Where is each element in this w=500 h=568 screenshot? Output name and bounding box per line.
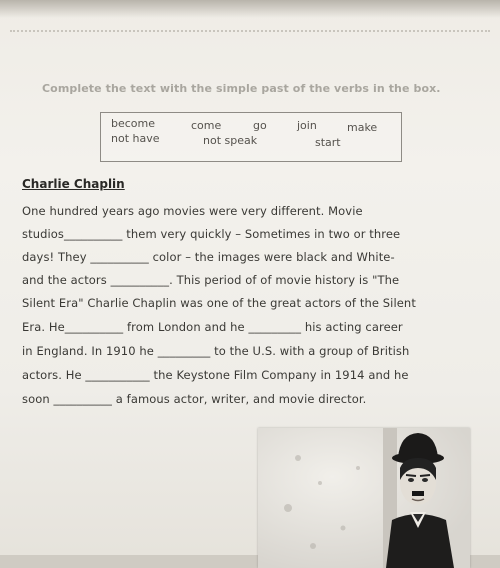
charlie-chaplin-photo (258, 428, 470, 568)
word-go: go (253, 119, 267, 132)
word-not-speak: not speak (203, 134, 258, 147)
article-line-2: studios__________ them very quickly – Sometimes in two or three (22, 227, 401, 241)
article-line-1: One hundred years ago movies were very different. Movie (22, 204, 363, 218)
word-not-have: not have (111, 132, 160, 145)
word-make: make (347, 121, 378, 134)
article-line-6: Era. He__________ from London and he _________ his acting career (22, 320, 403, 334)
word-come: come (191, 119, 222, 132)
dotted-divider (10, 30, 490, 36)
article-title: Charlie Chaplin (22, 177, 125, 191)
article-line-7: in England. In 1910 he _________ to the U.S. with a group of British (22, 344, 410, 358)
article-line-4: and the actors __________. This period of of movie history is "The (22, 273, 400, 287)
word-join: join (297, 119, 317, 132)
article-line-5: Silent Era" Charlie Chaplin was one of the great actors of the Silent (22, 296, 416, 310)
article-line-8: actors. He ___________ the Keystone Film Company in 1914 and he (22, 368, 409, 382)
exercise-instruction: Complete the text with the simple past of the verbs in the box. (42, 82, 441, 95)
article-line-9: soon __________ a famous actor, writer, and movie director. (22, 392, 367, 406)
article-line-3: days! They __________ color – the images were black and White- (22, 250, 395, 264)
page-top-shadow (0, 0, 500, 18)
word-start: start (315, 136, 341, 149)
word-become: become (111, 117, 156, 130)
chaplin-portrait-image (258, 428, 470, 568)
verb-word-box (100, 112, 402, 162)
